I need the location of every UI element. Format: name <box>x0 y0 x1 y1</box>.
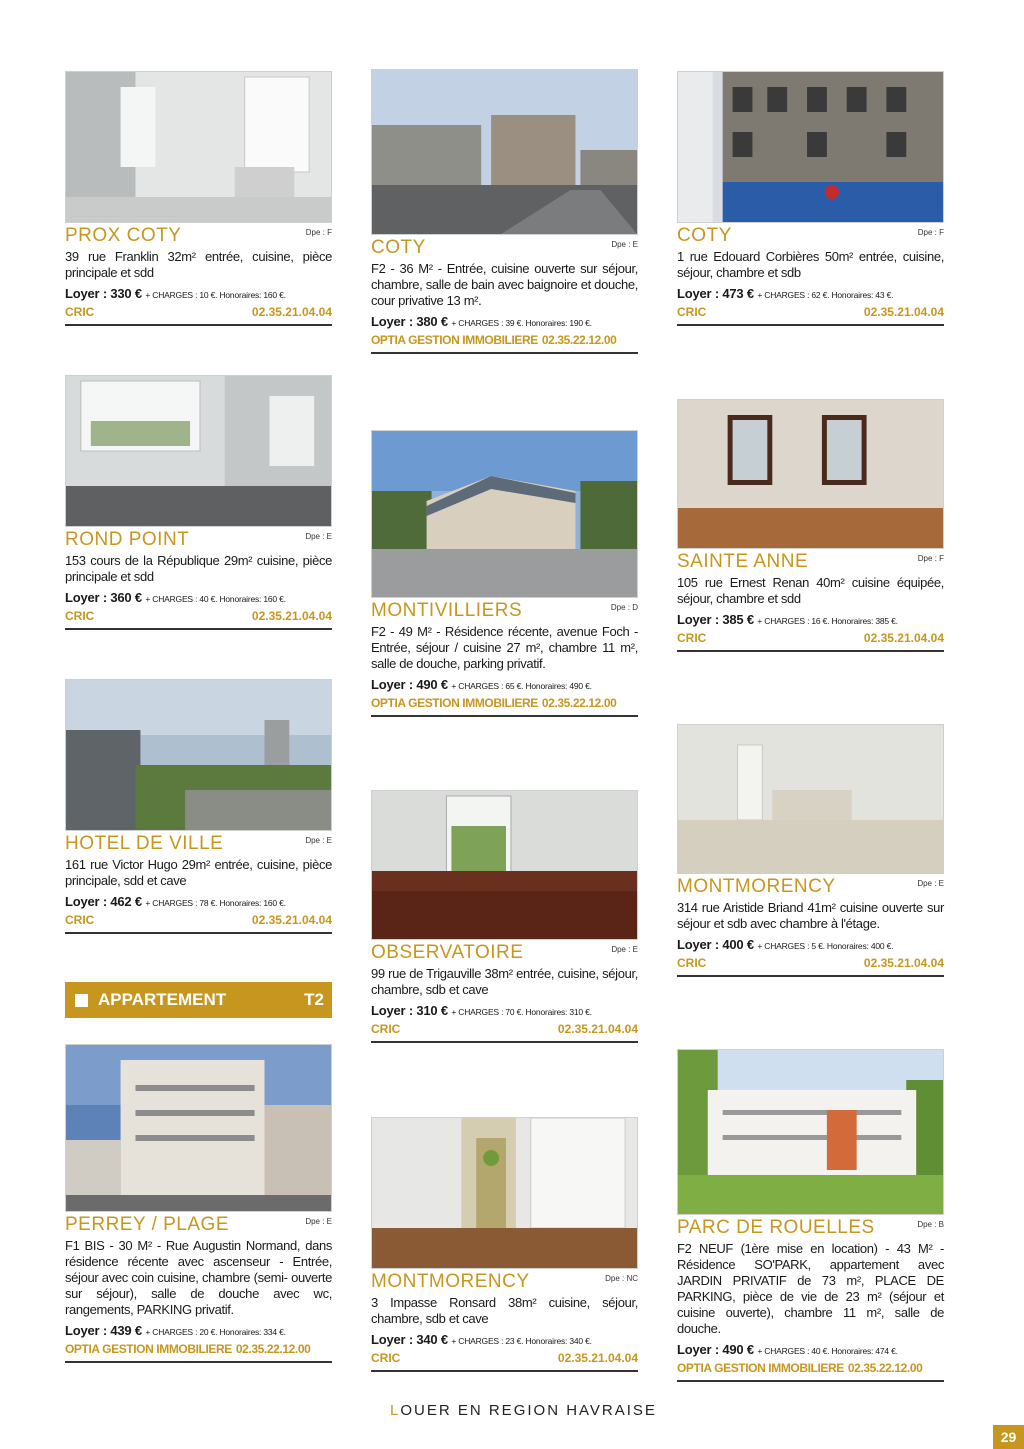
dpe-label: Dpe : E <box>305 1217 332 1226</box>
listing-rond-point <box>65 375 332 630</box>
listing-sainte-anne <box>677 399 944 652</box>
dpe-label: Dpe : E <box>305 836 332 845</box>
agency-line <box>677 1361 944 1382</box>
listing-description: 161 rue Victor Hugo 29m² entrée, cuisine, pièce principale, sdd et cave <box>65 857 332 888</box>
dpe-label: Dpe : B <box>917 1220 944 1229</box>
agency-name: CRIC <box>677 305 707 319</box>
agency-line <box>677 631 944 652</box>
listing-photo <box>65 375 332 527</box>
dpe-label: Dpe : E <box>305 532 332 541</box>
listing-photo <box>371 430 638 598</box>
agency-line <box>371 1022 638 1043</box>
agency-name: CRIC <box>371 1351 401 1365</box>
listing-title: ROND POINT <box>65 529 190 550</box>
rent-line: Loyer : 340 € + CHARGES : 23 €. Honoraires: 340 €. <box>371 1332 592 1347</box>
agency-line <box>65 609 332 630</box>
agency-line <box>677 956 944 977</box>
agency-phone: 02.35.21.04.04 <box>557 1022 638 1036</box>
listing-description: F1 BIS - 30 M² - Rue Augustin Normand, dans résidence récente avec ascenseur - Entrée, séjour avec coin cuisine, chambre (semi- ouverte sur séjour), salle de douche avec wc, rangements, PARKING privatif. <box>65 1238 332 1317</box>
section-band <box>65 982 332 1018</box>
listing-photo <box>371 1117 638 1269</box>
listing-description: 39 rue Franklin 32m² entrée, cuisine, pièce principale et sdd <box>65 249 332 280</box>
listing-photo <box>677 724 944 874</box>
rent-line: Loyer : 310 € + CHARGES : 70 €. Honoraires: 310 €. <box>371 1003 592 1018</box>
listing-prox-coty <box>65 71 332 326</box>
page-number: 29 <box>993 1425 1024 1449</box>
listing-title: COTY <box>371 237 426 258</box>
listing-title: OBSERVATOIRE <box>371 942 524 963</box>
agency-line <box>371 1351 638 1372</box>
listing-montmorency-ronsard <box>371 1117 638 1372</box>
agency-name: CRIC <box>65 609 95 623</box>
agency-phone: 02.35.21.04.04 <box>863 305 944 319</box>
listing-description: 105 rue Ernest Renan 40m² cuisine équipée, séjour, chambre et sdd <box>677 575 944 606</box>
listing-photo <box>677 1049 944 1215</box>
dpe-label: Dpe : E <box>917 879 944 888</box>
listing-observatoire <box>371 790 638 1043</box>
agency-line <box>371 696 638 717</box>
section-label: APPARTEMENT <box>98 990 227 1009</box>
agency-name: OPTIA GESTION IMMOBILIERE <box>371 696 538 710</box>
agency-line <box>65 913 332 934</box>
dpe-label: Dpe : F <box>917 228 944 237</box>
listing-photo <box>677 399 944 549</box>
listing-photo <box>65 1044 332 1212</box>
listing-description: 153 cours de la République 29m² cuisine, pièce principale et sdd <box>65 553 332 584</box>
listing-title: PARC DE ROUELLES <box>677 1217 875 1238</box>
listing-description: F2 NEUF (1ère mise en location) - 43 M² - Résidence SO'PARK, appartement avec JARDIN PRIVATIF de 73 m², PLACE DE PARKING, pièce de vie de 23 m² (séjour et cuisine ouverte), chambre 11 m², salle de douche. <box>677 1241 944 1336</box>
agency-line <box>371 333 638 354</box>
agency-name: OPTIA GESTION IMMOBILIERE <box>677 1361 844 1375</box>
listing-title: MONTMORENCY <box>677 876 836 897</box>
agency-line <box>65 1342 332 1363</box>
agency-phone: 02.35.21.04.04 <box>251 609 332 623</box>
listing-title: HOTEL DE VILLE <box>65 833 224 854</box>
listing-description: F2 - 36 M² - Entrée, cuisine ouverte sur séjour, chambre, salle de bain avec baignoire et douche, cour privative 13 m². <box>371 261 638 308</box>
listing-title: PROX COTY <box>65 225 182 246</box>
rent-line: Loyer : 473 € + CHARGES : 62 €. Honoraires: 43 €. <box>677 286 894 301</box>
agency-name: CRIC <box>65 305 95 319</box>
dpe-label: Dpe : E <box>611 945 638 954</box>
listing-title: SAINTE ANNE <box>677 551 809 572</box>
section-type: T2 <box>304 990 324 1009</box>
listing-photo <box>65 679 332 831</box>
listing-coty-cric <box>677 71 944 326</box>
listing-description: F2 - 49 M² - Résidence récente, avenue Foch - Entrée, séjour / cuisine 27 m², chambre 11 m², salle de douche, parking privatif. <box>371 624 638 671</box>
rent-line: Loyer : 330 € + CHARGES : 10 €. Honoraires: 160 €. <box>65 286 286 301</box>
listing-description: 3 Impasse Ronsard 38m² cuisine, séjour, chambre, sdb et cave <box>371 1295 638 1326</box>
dpe-label: Dpe : E <box>611 240 638 249</box>
agency-phone: 02.35.22.12.00 <box>541 696 617 710</box>
agency-phone: 02.35.21.04.04 <box>557 1351 638 1365</box>
agency-phone: 02.35.21.04.04 <box>863 631 944 645</box>
rent-line: Loyer : 400 € + CHARGES : 5 €. Honoraires: 400 €. <box>677 937 894 952</box>
rent-line: Loyer : 462 € + CHARGES : 78 €. Honoraires: 160 €. <box>65 894 286 909</box>
listing-photo <box>65 71 332 223</box>
agency-name: CRIC <box>677 631 707 645</box>
agency-line <box>65 305 332 326</box>
agency-name: OPTIA GESTION IMMOBILIERE <box>371 333 538 347</box>
rent-line: Loyer : 490 € + CHARGES : 40 €. Honoraires: 474 €. <box>677 1342 898 1357</box>
agency-phone: 02.35.21.04.04 <box>863 956 944 970</box>
dpe-label: Dpe : F <box>917 554 944 563</box>
listing-parc-de-rouelles <box>677 1049 944 1382</box>
agency-name: CRIC <box>65 913 95 927</box>
listing-title: MONTMORENCY <box>371 1271 530 1292</box>
dpe-label: Dpe : F <box>305 228 332 237</box>
listing-description: 314 rue Aristide Briand 41m² cuisine ouverte sur séjour et sdb avec chambre à l'étage. <box>677 900 944 931</box>
listing-description: 99 rue de Trigauville 38m² entrée, cuisine, séjour, chambre, sdb et cave <box>371 966 638 997</box>
square-icon <box>75 994 88 1007</box>
listing-montmorency-briand <box>677 724 944 977</box>
listing-coty-optia <box>371 69 638 354</box>
rent-line: Loyer : 380 € + CHARGES : 39 €. Honoraires: 190 €. <box>371 314 592 329</box>
agency-phone: 02.35.22.12.00 <box>847 1361 923 1375</box>
agency-phone: 02.35.22.12.00 <box>541 333 617 347</box>
agency-phone: 02.35.22.12.00 <box>235 1342 311 1356</box>
listing-perrey-plage <box>65 1044 332 1363</box>
listing-description: 1 rue Edouard Corbières 50m² entrée, cuisine, séjour, chambre et sdb <box>677 249 944 280</box>
listing-photo <box>371 790 638 940</box>
listing-title: MONTIVILLIERS <box>371 600 523 621</box>
agency-name: CRIC <box>677 956 707 970</box>
rent-line: Loyer : 385 € + CHARGES : 16 €. Honoraires: 385 €. <box>677 612 898 627</box>
footer-title: LOUER EN REGION HAVRAISE <box>390 1402 657 1419</box>
listing-photo <box>677 71 944 223</box>
rent-line: Loyer : 360 € + CHARGES : 40 €. Honoraires: 160 €. <box>65 590 286 605</box>
dpe-label: Dpe : NC <box>605 1274 638 1283</box>
agency-name: CRIC <box>371 1022 401 1036</box>
rent-line: Loyer : 490 € + CHARGES : 65 €. Honoraires: 490 €. <box>371 677 592 692</box>
agency-name: OPTIA GESTION IMMOBILIERE <box>65 1342 232 1356</box>
listing-hotel-de-ville <box>65 679 332 934</box>
agency-phone: 02.35.21.04.04 <box>251 913 332 927</box>
agency-phone: 02.35.21.04.04 <box>251 305 332 319</box>
listing-montivilliers <box>371 430 638 717</box>
dpe-label: Dpe : D <box>610 603 638 612</box>
listing-title: PERREY / PLAGE <box>65 1214 229 1235</box>
listing-photo <box>371 69 638 235</box>
agency-line <box>677 305 944 326</box>
listing-title: COTY <box>677 225 732 246</box>
rent-line: Loyer : 439 € + CHARGES : 20 €. Honoraires: 334 €. <box>65 1323 286 1338</box>
